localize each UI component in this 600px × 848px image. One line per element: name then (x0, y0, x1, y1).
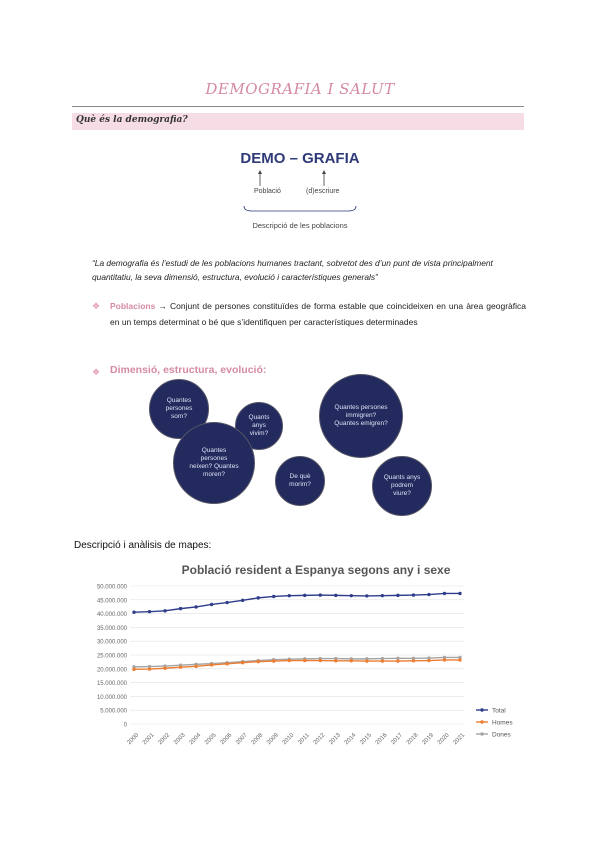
arrow-head-demo (258, 170, 262, 174)
data-point-total (256, 596, 259, 599)
population-line-chart (96, 556, 536, 746)
data-point-total (272, 595, 275, 598)
etymology-heading: DEMO – GRAFIA (240, 150, 360, 167)
data-point-total (365, 594, 368, 597)
bubble-de-que-morim (275, 456, 325, 506)
poblacions-arrow: → (155, 301, 171, 311)
x-tick-label: 2009 (266, 732, 280, 746)
section-heading: Què és la demografia? (76, 115, 188, 125)
data-point-total (241, 599, 244, 602)
y-tick-label: 35.000.000 (96, 625, 127, 632)
data-point-total (350, 594, 353, 597)
legend-label-homes: Homes (492, 719, 513, 727)
data-point-total (396, 594, 399, 597)
x-tick-label: 2001 (141, 732, 156, 746)
etymology-right-label: (d)escriure (306, 188, 340, 195)
data-point-homes (272, 659, 275, 662)
title-divider (72, 106, 524, 107)
y-tick-label: 5.000.000 (100, 708, 127, 715)
data-point-homes (179, 665, 182, 668)
y-tick-label: 0 (123, 722, 127, 729)
x-tick-label: 2008 (250, 732, 265, 746)
bubble-quants-anys-podrem (372, 456, 432, 516)
x-tick-label: 2014 (343, 732, 358, 746)
poblacions-term: Poblacions (110, 301, 156, 311)
data-point-total (427, 593, 430, 596)
data-point-homes (241, 661, 244, 664)
data-point-total (194, 605, 197, 608)
data-point-homes (194, 665, 197, 668)
y-tick-label: 15.000.000 (96, 681, 127, 688)
data-point-total (179, 607, 182, 610)
data-point-homes (443, 658, 446, 661)
x-tick-label: 2003 (173, 732, 187, 746)
data-point-homes (365, 659, 368, 662)
data-point-total (148, 610, 151, 613)
data-point-total (443, 592, 446, 595)
y-tick-label: 50.000.000 (96, 584, 127, 591)
x-tick-label: 2019 (421, 732, 436, 746)
data-point-homes (334, 659, 337, 662)
data-point-total (319, 593, 322, 596)
data-point-total (132, 611, 135, 614)
x-tick-label: 2004 (188, 732, 203, 746)
legend-marker-dones (480, 732, 483, 735)
etymology-brace (244, 206, 356, 211)
data-point-homes (210, 663, 213, 666)
data-point-homes (288, 659, 291, 662)
x-tick-label: 2007 (235, 732, 249, 746)
y-tick-label: 10.000.000 (96, 694, 127, 701)
data-point-homes (319, 659, 322, 662)
x-tick-label: 2006 (219, 732, 234, 746)
bubble-immigren-emigren (319, 374, 403, 458)
legend-marker-total (480, 708, 483, 711)
data-point-homes (350, 659, 353, 662)
data-point-homes (427, 659, 430, 662)
x-tick-label: 2012 (312, 732, 327, 746)
x-tick-label: 2002 (157, 732, 172, 746)
data-point-total (210, 603, 213, 606)
diamond-bullet-icon: ❖ (92, 367, 101, 377)
bubble-text: Quants anys vivim? (248, 414, 270, 437)
y-tick-label: 25.000.000 (96, 653, 127, 660)
y-tick-label: 45.000.000 (96, 598, 127, 605)
x-tick-label: 2016 (374, 732, 389, 746)
data-point-homes (225, 662, 228, 665)
data-point-total (412, 593, 415, 596)
page-title: DEMOGRAFIA I SALUT (205, 80, 395, 98)
x-tick-label: 2020 (436, 732, 451, 746)
x-tick-label: 2000 (126, 732, 141, 746)
poblacions-definition: Conjunt de persones constituïdes de forma estable que coincideixen en una àrea geogràfica en un temps determinat o bé que s’identifiquen per característiques determinades (110, 301, 526, 327)
bubble-text: De què morim? (289, 473, 311, 488)
x-tick-label: 2013 (328, 732, 342, 746)
data-point-homes (303, 659, 306, 662)
dimensio-heading: Dimensió, estructura, evolució: (110, 364, 267, 376)
data-point-homes (458, 658, 461, 661)
x-tick-label: 2015 (359, 732, 373, 746)
etymology-arrows (230, 166, 370, 216)
data-point-total (381, 594, 384, 597)
arrow-head-grafia (322, 170, 326, 174)
definition-quote: “La demografia és l’estudi de les poblacions humanes tractant, sobretot des d’un punt de vista principalment quantitatiu, la seva dimensió, estructura, evolució i característiques generals” (92, 258, 493, 282)
x-tick-label: 2017 (390, 732, 405, 746)
etymology-caption: Descripció de les poblacions (252, 221, 348, 230)
bubble-text: Quantes persones immigren? Quantes emigren? (334, 404, 388, 427)
x-tick-label: 2010 (281, 732, 296, 746)
maps-heading: Descripció i anàlisis de mapes: (74, 540, 212, 551)
data-point-homes (148, 667, 151, 670)
diamond-bullet-icon: ❖ (92, 301, 101, 311)
x-tick-label: 2005 (204, 732, 218, 746)
bubble-text: Quantes persones som? (165, 397, 193, 420)
legend-marker-homes (480, 720, 483, 723)
data-point-homes (256, 660, 259, 663)
x-tick-label: 2021 (452, 732, 467, 746)
y-tick-label: 20.000.000 (96, 667, 127, 674)
x-tick-label: 2018 (405, 732, 420, 746)
legend-label-total: Total (492, 707, 506, 715)
data-point-homes (163, 667, 166, 670)
legend-label-dones: Dones (492, 731, 511, 739)
data-point-homes (381, 659, 384, 662)
data-point-total (458, 592, 461, 595)
data-point-total (225, 601, 228, 604)
data-point-total (334, 594, 337, 597)
data-point-homes (412, 659, 415, 662)
etymology-left-label: Població (254, 188, 281, 195)
bubble-text: Quantes persones neixen? Quantes moren? (189, 447, 239, 478)
series-line-dones (134, 657, 460, 666)
data-point-total (303, 594, 306, 597)
bubble-text: Quants anys podrem viure? (383, 474, 421, 497)
data-point-homes (396, 659, 399, 662)
data-point-total (288, 594, 291, 597)
chart-title: Població resident a Espanya segons any i sexe (181, 563, 451, 577)
x-tick-label: 2011 (297, 732, 311, 746)
data-point-total (163, 609, 166, 612)
y-tick-label: 40.000.000 (96, 612, 127, 619)
data-point-homes (132, 668, 135, 671)
bubble-neixen-moren (173, 422, 255, 504)
poblacions-paragraph (110, 299, 526, 330)
y-tick-label: 30.000.000 (96, 639, 127, 646)
series-line-total (134, 593, 460, 612)
